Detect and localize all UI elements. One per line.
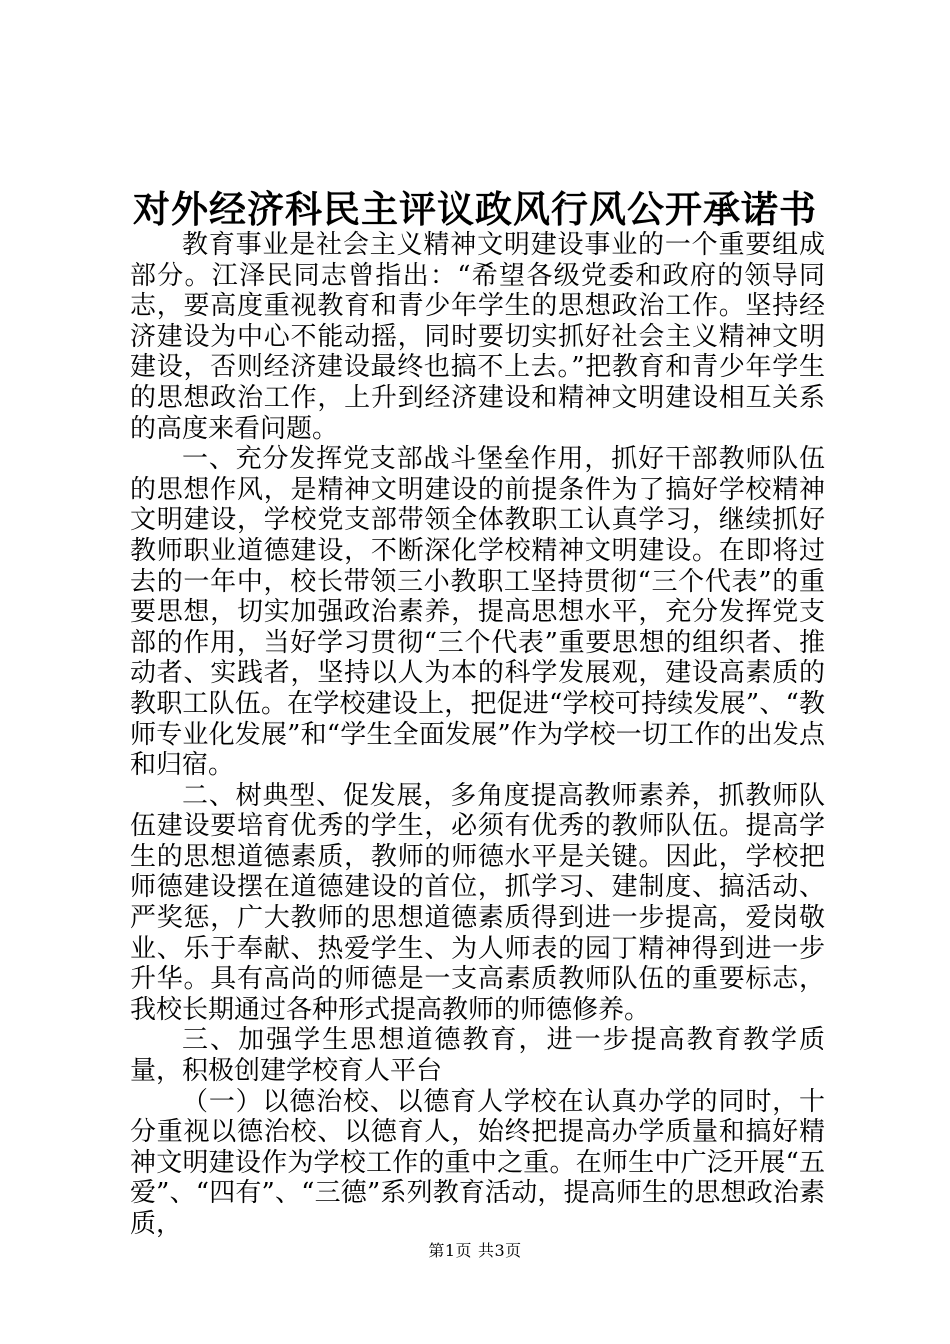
paragraph-intro: 教育事业是社会主义精神文明建设事业的一个重要组成部分。江泽民同志曾指出：“希望各级党委和政府的领导同志，要高度重视教育和青少年学生的思想政治工作。坚持经济建设为中心不能动摇，同时要切实抓好社会主义精神文明建设，否则经济建设最终也搞不上去。”把教育和青少年学生的思想政治工作，上升到经济建设和精神文明建设相互关系的高度来看问题。 xyxy=(130,230,825,444)
document-title: 对外经济科民主评议政风行风公开承诺书 xyxy=(133,187,817,231)
paragraph-section-2: 二、树典型、促发展，多角度提高教师素养，抓教师队伍建设要培育优秀的学生，必须有优秀的教师队伍。提高学生的思想道德素质，教师的师德水平是关键。因此，学校把师德建设摆在道德建设的首位，抓学习、建制度、搞活动、严奖惩，广大教师的思想道德素质得到进一步提高，爱岗敬业、乐于奉献、热爱学生、为人师表的园丁精神得到进一步升华。具有高尚的师德是一支高素质教师队伍的重要标志，我校长期通过各种形式提高教师的师德修养。 xyxy=(130,780,825,1025)
document-body xyxy=(130,230,825,1240)
page-footer xyxy=(0,1241,950,1261)
paragraph-section-1: 一、充分发挥党支部战斗堡垒作用，抓好干部教师队伍的思想作风，是精神文明建设的前提条件为了搞好学校精神文明建设，学校党支部带领全体教职工认真学习，继续抓好教师职业道德建设，不断深化学校精神文明建设。在即将过去的一年中，校长带领三小教职工坚持贯彻“三个代表”的重要思想，切实加强政治素养，提高思想水平，充分发挥党支部的作用，当好学习贯彻“三个代表”重要思想的组织者、推动者、实践者，坚持以人为本的科学发展观，建设高素质的教职工队伍。在学校建设上，把促进“学校可持续发展”、“教师专业化发展”和“学生全面发展”作为学校一切工作的出发点和归宿。 xyxy=(130,444,825,781)
paragraph-section-3-heading: 三、加强学生思想道德教育，进一步提高教育教学质量，积极创建学校育人平台 xyxy=(130,1025,825,1087)
page-total: 共3页 xyxy=(478,1241,522,1260)
page-number: 第1页 xyxy=(428,1241,472,1260)
paragraph-section-3-1: （一）以德治校、以德育人学校在认真办学的同时，十分重视以德治校、以德育人，始终把提高办学质量和搞好精神文明建设作为学校工作的重中之重。在师生中广泛开展“五爱”、“四有”、“三德”系列教育活动，提高师生的思想政治素质， xyxy=(130,1086,825,1239)
